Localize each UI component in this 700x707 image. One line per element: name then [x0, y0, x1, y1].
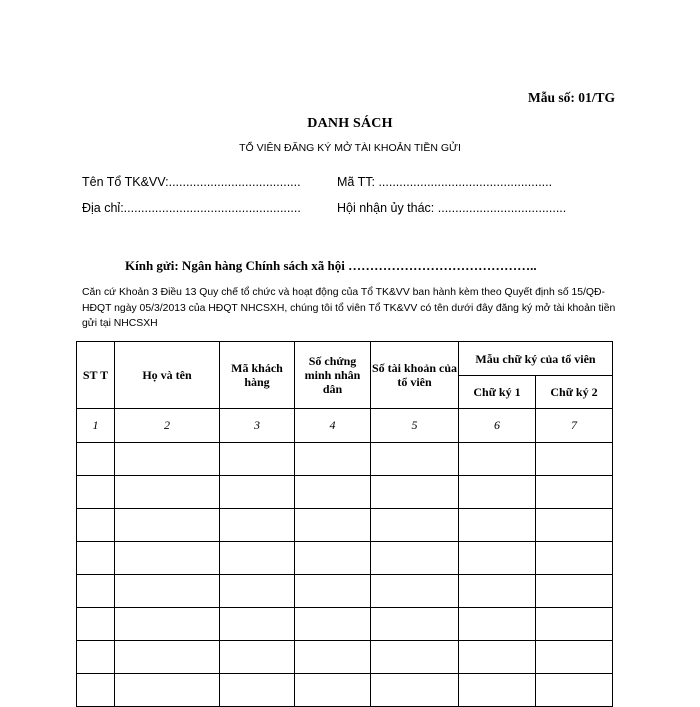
table-cell[interactable]: [77, 641, 115, 674]
table-cell[interactable]: [371, 476, 459, 509]
document-title: DANH SÁCH: [307, 116, 393, 131]
table-row: [77, 476, 613, 509]
table-cell[interactable]: [220, 608, 295, 641]
table-cell[interactable]: [295, 476, 371, 509]
table-cell[interactable]: [220, 542, 295, 575]
table-cell[interactable]: [371, 542, 459, 575]
table-cell[interactable]: [77, 542, 115, 575]
table-cell[interactable]: [536, 608, 613, 641]
table-cell[interactable]: [295, 641, 371, 674]
greeting-line: Kính gửi: Ngân hàng Chính sách xã hội ……………………………………..: [125, 258, 537, 273]
table-cell[interactable]: [77, 608, 115, 641]
header-signature-2: Chữ ký 2: [536, 376, 613, 409]
table-cell[interactable]: [77, 674, 115, 707]
table-cell[interactable]: [459, 443, 536, 476]
address-field: Địa chỉ:...................................................: [82, 201, 301, 215]
table-cell[interactable]: [295, 542, 371, 575]
table-cell[interactable]: [371, 674, 459, 707]
header-stt: ST T: [77, 342, 115, 409]
table-cell[interactable]: [371, 443, 459, 476]
table-row: [77, 443, 613, 476]
table-cell[interactable]: [220, 476, 295, 509]
table-cell[interactable]: [295, 509, 371, 542]
table-cell[interactable]: [115, 542, 220, 575]
table-cell[interactable]: [459, 674, 536, 707]
table-cell[interactable]: [371, 509, 459, 542]
column-number: 6: [459, 409, 536, 443]
table-cell[interactable]: [536, 476, 613, 509]
table-cell[interactable]: [536, 641, 613, 674]
table-cell[interactable]: [295, 674, 371, 707]
table-cell[interactable]: [220, 641, 295, 674]
table-cell[interactable]: [77, 443, 115, 476]
table-cell[interactable]: [371, 641, 459, 674]
table-cell[interactable]: [115, 608, 220, 641]
body-paragraph: Căn cứ Khoản 3 Điều 13 Quy chế tổ chức và hoạt động của Tổ TK&VV ban hành kèm theo Quyết định số 15/QĐ-HĐQT ngày 05/3/2013 của HĐQT NHCSXH, chúng tôi tổ viên Tổ TK&VV có tên dưới đây đăng ký mở tài khoản tiền gửi tại NHCSXH: [82, 287, 616, 329]
table-cell[interactable]: [536, 575, 613, 608]
column-number: 5: [371, 409, 459, 443]
header-id-number: Số chứng minh nhân dân: [295, 342, 371, 409]
table-cell[interactable]: [295, 443, 371, 476]
table-cell[interactable]: [459, 641, 536, 674]
document-subtitle: TỔ VIÊN ĐĂNG KÝ MỞ TÀI KHOẢN TIỀN GỬI: [239, 142, 461, 154]
header-customer-code: Mã khách hàng: [220, 342, 295, 409]
header-account-number: Số tài khoản của tổ viên: [371, 342, 459, 409]
table-row: [77, 509, 613, 542]
column-number: 1: [77, 409, 115, 443]
form-code: Mẫu số: 01/TG: [528, 90, 616, 105]
table-cell[interactable]: [77, 509, 115, 542]
association-field: Hội nhận ủy thác: .....................................: [337, 201, 567, 215]
table-cell[interactable]: [115, 575, 220, 608]
table-cell[interactable]: [536, 443, 613, 476]
header-signature-1: Chữ ký 1: [459, 376, 536, 409]
table-cell[interactable]: [220, 575, 295, 608]
header-signature-group: Mẫu chữ ký của tổ viên: [459, 342, 613, 376]
header-name: Họ và tên: [115, 342, 220, 409]
table-cell[interactable]: [220, 509, 295, 542]
table-cell[interactable]: [115, 443, 220, 476]
table-row: [77, 542, 613, 575]
column-number: 7: [536, 409, 613, 443]
table-cell[interactable]: [536, 509, 613, 542]
code-field: Mã TT: ..................................................: [337, 175, 553, 189]
table-row: [77, 674, 613, 707]
table-row: [77, 641, 613, 674]
table-cell[interactable]: [536, 674, 613, 707]
member-table: [76, 341, 613, 707]
table-row: [77, 608, 613, 641]
table-cell[interactable]: [459, 608, 536, 641]
table-cell[interactable]: [459, 575, 536, 608]
table-cell[interactable]: [459, 476, 536, 509]
table-cell[interactable]: [115, 509, 220, 542]
table-cell[interactable]: [295, 608, 371, 641]
column-number: 2: [115, 409, 220, 443]
table-cell[interactable]: [536, 542, 613, 575]
table-cell[interactable]: [220, 443, 295, 476]
table-cell[interactable]: [220, 674, 295, 707]
table-cell[interactable]: [371, 608, 459, 641]
table-cell[interactable]: [77, 575, 115, 608]
table-cell[interactable]: [115, 476, 220, 509]
column-number: 3: [220, 409, 295, 443]
column-number: 4: [295, 409, 371, 443]
table-cell[interactable]: [295, 575, 371, 608]
group-name-field: Tên Tổ TK&VV:......................................: [82, 175, 301, 189]
table-row: [77, 575, 613, 608]
table-cell[interactable]: [459, 542, 536, 575]
table-cell[interactable]: [77, 476, 115, 509]
table-cell[interactable]: [459, 509, 536, 542]
table-cell[interactable]: [371, 575, 459, 608]
table-cell[interactable]: [115, 674, 220, 707]
table-cell[interactable]: [115, 641, 220, 674]
